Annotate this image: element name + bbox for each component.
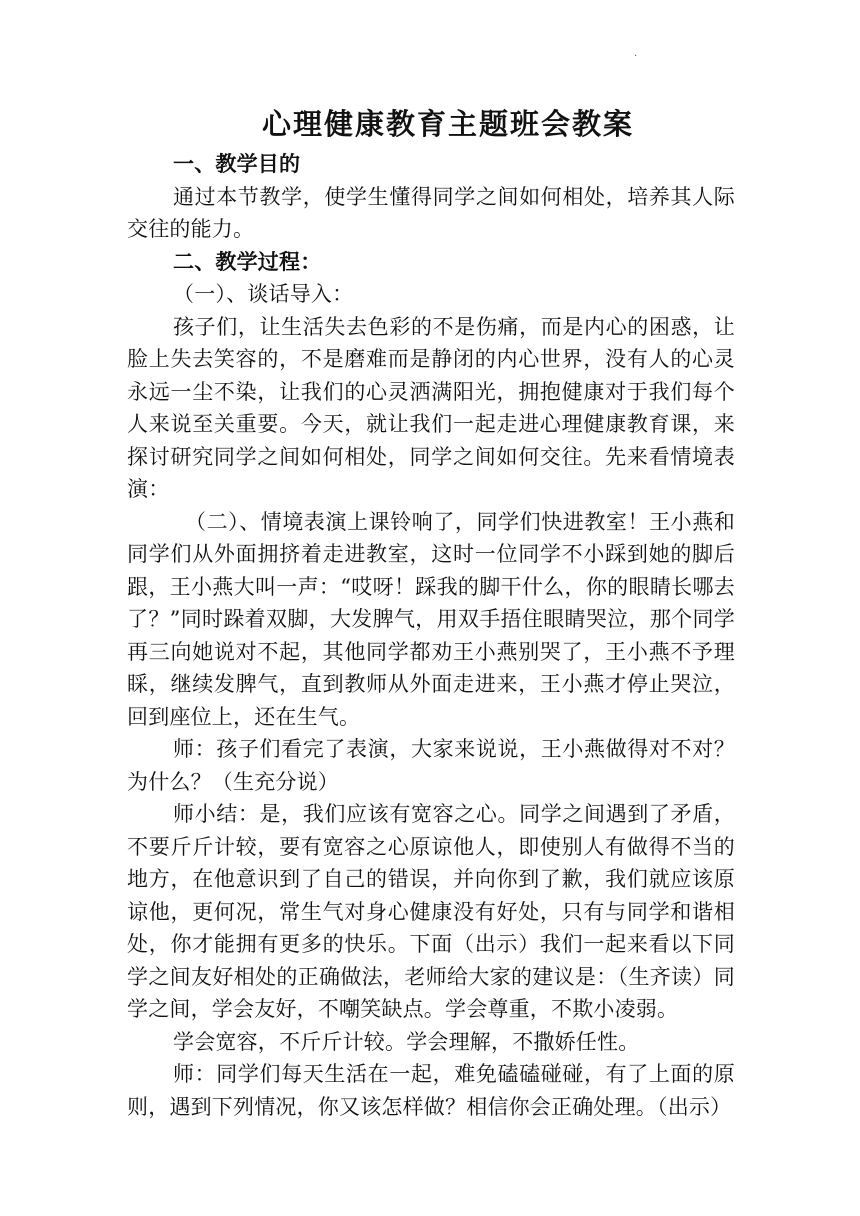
corner-mark: · (634, 51, 638, 62)
section-heading-teaching-goal: 一、教学目的 (173, 151, 301, 176)
paragraph-teacher-closing: 师：同学们每天生活在一起，难免磕磕碰碰，有了上面的原则，遇到下列情况，你又该怎样做？相信你会正确处理。（出示） (127, 1062, 735, 1119)
paragraph-scene: （二）、情境表演上课铃响了，同学们快进教室！王小燕和同学们从外面拥挤着走进教室，这时一位同学不小踩到她的脚后跟，王小燕大叫一声：“哎呀！踩我的脚干什么，你的眼睛长哪去了？”同时跺着双脚，大发脾气，用双手捂住眼睛哭泣，那个同学再三向她说对不起，其他同学都劝王小燕别哭了，王小燕不予理睬，继续发脾气，直到教师从外面走进来，王小燕才停止哭泣，回到座位上，还在生气。 (127, 509, 735, 729)
paragraph-tolerance: 学会宽容，不斤斤计较。学会理解，不撒娇任性。 (173, 1029, 640, 1054)
section-heading-teaching-process: 二、教学过程： (173, 248, 322, 274)
paragraph-teaching-goal: 通过本节教学，使学生懂得同学之间如何相处，培养其人际交往的能力。 (127, 184, 735, 241)
document-body (127, 100, 735, 1123)
document-title: 心理健康教育主题班会教案 (261, 107, 634, 141)
paragraph-teacher-question: 师：孩子们看完了表演，大家来说说，王小燕做得对不对？为什么？（生充分说） (127, 737, 735, 794)
paragraph-teacher-summary: 师小结：是，我们应该有宽容之心。同学之间遇到了矛盾，不要斤斤计较，要有宽容之心原谅他人，即使别人有做得不当的地方，在他意识到了自己的错误，并向你到了歉，我们就应该原谅他，更何况，常生气对身心健康没有好处，只有与同学和谐相处，你才能拥有更多的快乐。下面（出示）我们一起来看以下同学之间友好相处的正确做法，老师给大家的建议是：（生齐读）同学之间，学会友好，不嘲笑缺点。学会尊重，不欺小凌弱。 (127, 802, 735, 1021)
paragraph-intro: 孩子们，让生活失去色彩的不是伤痛，而是内心的困惑，让脸上失去笑容的，不是磨难而是静闭的内心世界，没有人的心灵永远一尘不染，让我们的心灵洒满阳光，拥抱健康对于我们每个人来说至关重要。今天，就让我们一起走进心理健康教育课，来探讨研究同学之间如何相处，同学之间如何交往。先来看情境表演： (127, 314, 735, 501)
subsection-heading-intro: （一）、谈话导入： (173, 282, 354, 306)
